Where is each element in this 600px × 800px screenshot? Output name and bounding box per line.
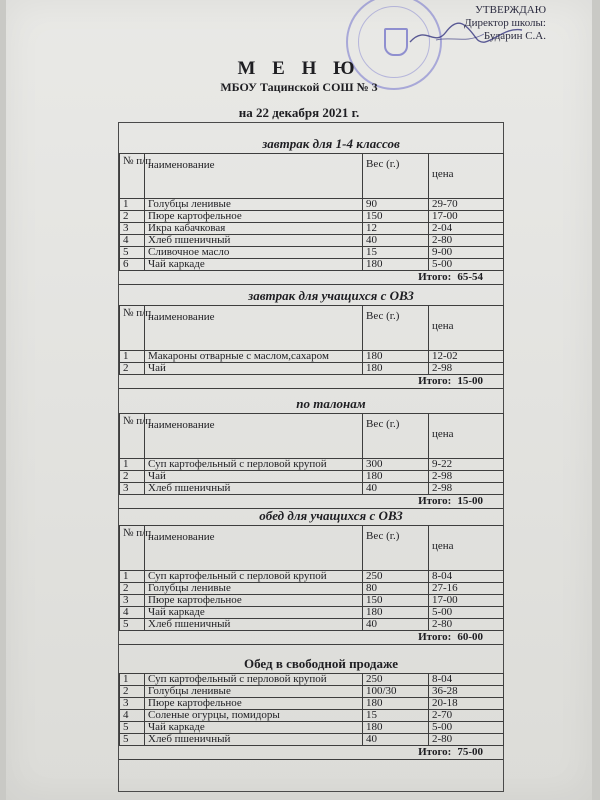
total-label: Итого:	[418, 746, 452, 758]
table-row	[120, 247, 504, 259]
item-weight: 150	[363, 595, 429, 607]
section-lunch-ovz	[119, 507, 503, 645]
item-price: 29-70	[429, 199, 504, 211]
item-price: 5-00	[429, 722, 504, 734]
col-price-header: цена	[429, 154, 504, 199]
section-title: завтрак для учащихся с ОВЗ	[248, 288, 414, 303]
total-value: 15-00	[457, 375, 483, 387]
approval-title: УТВЕРЖДАЮ	[475, 4, 546, 16]
total-value: 15-00	[457, 495, 483, 507]
item-price: 27-16	[429, 583, 504, 595]
item-name: Суп картофельный с перловой крупой	[145, 571, 363, 583]
section-lunch-free-sale	[119, 655, 503, 760]
item-num: 6	[120, 259, 145, 271]
item-price: 36-28	[429, 686, 504, 698]
item-weight: 300	[363, 459, 429, 471]
item-num: 2	[120, 686, 145, 698]
approval-position: Директор школы:	[464, 17, 546, 29]
item-weight: 40	[363, 619, 429, 631]
item-weight: 100/30	[363, 686, 429, 698]
item-weight: 15	[363, 247, 429, 259]
item-num: 2	[120, 363, 145, 375]
table-row	[120, 710, 504, 722]
section-breakfast-1-4	[119, 135, 503, 285]
col-name-header: наименование	[145, 306, 363, 351]
item-num: 5	[120, 734, 145, 746]
item-num: 3	[120, 698, 145, 710]
item-num: 3	[120, 223, 145, 235]
item-weight: 15	[363, 710, 429, 722]
table-row	[120, 363, 504, 375]
approval-block	[464, 4, 546, 43]
item-price: 5-00	[429, 607, 504, 619]
item-name: Хлеб пшеничный	[145, 483, 363, 495]
table-row	[120, 459, 504, 471]
item-price: 9-22	[429, 459, 504, 471]
col-weight-header: Вес (г.)	[363, 414, 429, 459]
item-num: 5	[120, 247, 145, 259]
total-value: 60-00	[457, 631, 483, 643]
item-price: 2-98	[429, 483, 504, 495]
item-weight: 40	[363, 235, 429, 247]
col-name-header: наименование	[145, 154, 363, 199]
item-weight: 250	[363, 571, 429, 583]
table-row	[120, 722, 504, 734]
item-name: Пюре картофельное	[145, 698, 363, 710]
table-row	[120, 259, 504, 271]
table-row	[120, 223, 504, 235]
item-name: Хлеб пшеничный	[145, 235, 363, 247]
item-name: Голубцы ленивые	[145, 583, 363, 595]
item-weight: 12	[363, 223, 429, 235]
item-price: 2-70	[429, 710, 504, 722]
table-row	[120, 686, 504, 698]
item-name: Голубцы ленивые	[145, 686, 363, 698]
menu-table	[119, 673, 504, 746]
item-price: 2-80	[429, 619, 504, 631]
item-name: Хлеб пшеничный	[145, 619, 363, 631]
item-name: Суп картофельный с перловой крупой	[145, 459, 363, 471]
item-weight: 250	[363, 674, 429, 686]
col-name-header: наименование	[145, 526, 363, 571]
table-row	[120, 483, 504, 495]
item-num: 2	[120, 471, 145, 483]
section-coupons	[119, 395, 503, 509]
item-weight: 180	[363, 722, 429, 734]
item-name: Чай каркаде	[145, 259, 363, 271]
approval-name: Бударин С.А.	[483, 30, 546, 42]
item-num: 1	[120, 351, 145, 363]
item-price: 17-00	[429, 211, 504, 223]
section-title: обед для учащихся с ОВЗ	[259, 508, 403, 523]
col-num-header: № п/п	[120, 526, 145, 571]
col-price-header: цена	[429, 306, 504, 351]
section-total	[119, 375, 503, 389]
section-breakfast-ovz	[119, 287, 503, 389]
table-header-row	[120, 154, 504, 199]
item-num: 1	[120, 199, 145, 211]
item-name: Чай каркаде	[145, 722, 363, 734]
col-price-header: цена	[429, 526, 504, 571]
col-num-header: № п/п	[120, 414, 145, 459]
col-weight-header: Вес (г.)	[363, 526, 429, 571]
table-row	[120, 595, 504, 607]
table-row	[120, 235, 504, 247]
menu-table	[119, 153, 504, 271]
menu-table	[119, 413, 504, 495]
item-num: 3	[120, 595, 145, 607]
total-label: Итого:	[418, 631, 452, 643]
table-row	[120, 674, 504, 686]
school-name: МБОУ Тацинской СОШ № 3	[220, 80, 378, 94]
item-price: 9-00	[429, 247, 504, 259]
table-row	[120, 199, 504, 211]
item-price: 2-80	[429, 235, 504, 247]
item-price: 2-98	[429, 363, 504, 375]
item-price: 20-18	[429, 698, 504, 710]
table-row	[120, 583, 504, 595]
table-row	[120, 211, 504, 223]
item-weight: 80	[363, 583, 429, 595]
item-num: 1	[120, 674, 145, 686]
item-name: Чай	[145, 363, 363, 375]
total-label: Итого:	[418, 375, 452, 387]
item-price: 2-98	[429, 471, 504, 483]
table-header-row	[120, 306, 504, 351]
item-weight: 40	[363, 483, 429, 495]
item-name: Чай	[145, 471, 363, 483]
total-label: Итого:	[418, 495, 452, 507]
menu-frame	[118, 122, 504, 792]
col-weight-header: Вес (г.)	[363, 306, 429, 351]
item-num: 1	[120, 459, 145, 471]
table-row	[120, 734, 504, 746]
menu-table	[119, 305, 504, 375]
item-price: 8-04	[429, 674, 504, 686]
section-total	[119, 631, 503, 645]
item-name: Сливочное масло	[145, 247, 363, 259]
section-title: завтрак для 1-4 классов	[262, 136, 400, 151]
item-num: 2	[120, 583, 145, 595]
item-num: 3	[120, 483, 145, 495]
section-title: по талонам	[296, 396, 366, 411]
section-total	[119, 746, 503, 760]
item-weight: 150	[363, 211, 429, 223]
item-price: 12-02	[429, 351, 504, 363]
item-name: Хлеб пшеничный	[145, 734, 363, 746]
item-price: 8-04	[429, 571, 504, 583]
item-price: 5-00	[429, 259, 504, 271]
item-price: 2-80	[429, 734, 504, 746]
section-title: Обед в свободной продаже	[243, 656, 399, 671]
item-num: 4	[120, 607, 145, 619]
item-price: 2-04	[429, 223, 504, 235]
coat-of-arms-icon	[384, 28, 408, 56]
item-name: Пюре картофельное	[145, 595, 363, 607]
table-header-row	[120, 526, 504, 571]
table-row	[120, 698, 504, 710]
item-num: 5	[120, 722, 145, 734]
col-weight-header: Вес (г.)	[363, 154, 429, 199]
item-num: 5	[120, 619, 145, 631]
item-name: Суп картофельный с перловой крупой	[145, 674, 363, 686]
menu-table	[119, 525, 504, 631]
col-num-header: № п/п	[120, 154, 145, 199]
item-name: Чай каркаде	[145, 607, 363, 619]
menu-sheet	[6, 0, 592, 800]
col-num-header: № п/п	[120, 306, 145, 351]
item-num: 1	[120, 571, 145, 583]
menu-date: на 22 декабря 2021 г.	[238, 105, 360, 120]
section-total	[119, 271, 503, 285]
table-header-row	[120, 414, 504, 459]
col-price-header: цена	[429, 414, 504, 459]
item-weight: 180	[363, 259, 429, 271]
item-num: 2	[120, 211, 145, 223]
item-weight: 90	[363, 199, 429, 211]
total-label: Итого:	[418, 271, 452, 283]
item-weight: 180	[363, 351, 429, 363]
table-row	[120, 619, 504, 631]
item-name: Пюре картофельное	[145, 211, 363, 223]
table-row	[120, 571, 504, 583]
item-name: Икра кабачковая	[145, 223, 363, 235]
total-value: 75-00	[457, 746, 483, 758]
item-weight: 180	[363, 363, 429, 375]
item-price: 17-00	[429, 595, 504, 607]
table-row	[120, 471, 504, 483]
table-row	[120, 351, 504, 363]
menu-title: М Е Н Ю	[237, 58, 361, 79]
item-weight: 180	[363, 607, 429, 619]
item-weight: 180	[363, 698, 429, 710]
item-num: 4	[120, 235, 145, 247]
item-weight: 180	[363, 471, 429, 483]
table-row	[120, 607, 504, 619]
item-name: Голубцы ленивые	[145, 199, 363, 211]
col-name-header: наименование	[145, 414, 363, 459]
item-num: 4	[120, 710, 145, 722]
item-name: Соленые огурцы, помидоры	[145, 710, 363, 722]
total-value: 65-54	[457, 271, 483, 283]
item-name: Макароны отварные с маслом,сахаром	[145, 351, 363, 363]
item-weight: 40	[363, 734, 429, 746]
